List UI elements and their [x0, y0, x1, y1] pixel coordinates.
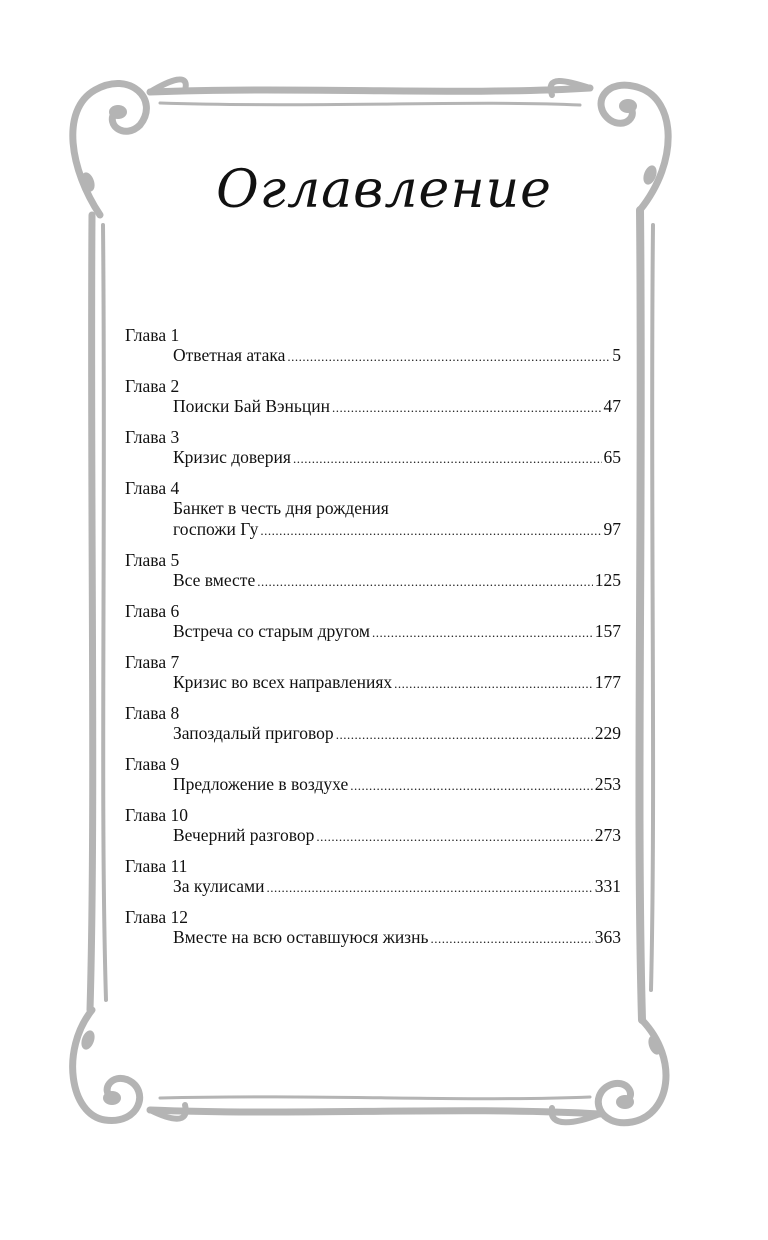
toc-chapter [125, 427, 621, 468]
chapter-title: Вечерний разговор [173, 825, 315, 845]
chapter-label: Глава 6 [125, 601, 180, 621]
dot-leader [287, 346, 610, 367]
chapter-title: За кулисами [173, 876, 265, 896]
toc-chapter [125, 754, 621, 795]
chapter-entry[interactable] [173, 825, 621, 846]
page-number: 253 [594, 774, 621, 794]
chapter-label: Глава 12 [125, 907, 188, 927]
chapter-label: Глава 4 [125, 478, 180, 498]
chapter-label: Глава 8 [125, 703, 180, 723]
page-number: 157 [594, 621, 621, 641]
toc-chapter [125, 703, 621, 744]
chapter-label: Глава 10 [125, 805, 188, 825]
page-number: 273 [594, 825, 621, 845]
chapter-entry[interactable] [173, 396, 621, 417]
page-number: 97 [603, 519, 621, 539]
dot-leader [316, 826, 592, 847]
page-number: 47 [603, 396, 621, 416]
chapter-entry[interactable] [173, 621, 621, 642]
chapter-label: Глава 7 [125, 652, 180, 672]
chapter-entry[interactable] [173, 345, 621, 366]
page-number: 5 [612, 345, 621, 365]
toc-chapter [125, 478, 621, 540]
page-number: 363 [594, 927, 621, 947]
chapter-label: Глава 1 [125, 325, 180, 345]
dot-leader [266, 877, 592, 898]
chapter-entry[interactable] [173, 672, 621, 693]
chapter-title: Кризис во всех направлениях [173, 672, 393, 692]
chapter-title: Банкет в честь дня рождения [173, 498, 389, 518]
chapter-entry[interactable] [173, 774, 621, 795]
chapter-title: Все вместе [173, 570, 256, 590]
page-number: 331 [594, 876, 621, 896]
toc-chapter [125, 325, 621, 366]
chapter-title: Предложение в воздухе [173, 774, 349, 794]
chapter-title: Кризис доверия [173, 447, 291, 467]
toc-chapter [125, 856, 621, 897]
chapter-entry[interactable] [173, 498, 621, 540]
toc-chapter [125, 805, 621, 846]
chapter-entry[interactable] [173, 447, 621, 468]
chapter-label: Глава 3 [125, 427, 180, 447]
table-of-contents [125, 325, 621, 958]
dot-leader [350, 775, 593, 796]
page-number: 125 [594, 570, 621, 590]
page-number: 177 [594, 672, 621, 692]
toc-chapter [125, 550, 621, 591]
chapter-label: Глава 11 [125, 856, 188, 876]
dot-leader [336, 724, 593, 745]
dot-leader [372, 622, 593, 643]
chapter-title: Встреча со старым другом [173, 621, 370, 641]
dot-leader [394, 673, 593, 694]
page-title: Оглавление [216, 160, 552, 220]
toc-chapter [125, 376, 621, 417]
toc-chapter [125, 601, 621, 642]
toc-chapter [125, 652, 621, 693]
dot-leader [430, 928, 592, 949]
chapter-entry[interactable] [173, 876, 621, 897]
chapter-label: Глава 9 [125, 754, 180, 774]
dot-leader [257, 571, 593, 592]
dot-leader [332, 397, 602, 418]
chapter-entry[interactable] [173, 723, 621, 744]
page-number: 65 [603, 447, 621, 467]
chapter-entry[interactable] [173, 927, 621, 948]
chapter-title: госпожи Гу [173, 519, 259, 539]
chapter-title: Поиски Бай Вэньцин [173, 396, 330, 416]
chapter-label: Глава 5 [125, 550, 180, 570]
chapter-title: Вместе на всю оставшуюся жизнь [173, 927, 429, 947]
page-number: 229 [594, 723, 621, 743]
dot-leader [293, 448, 602, 469]
dot-leader [260, 520, 601, 541]
toc-chapter [125, 907, 621, 948]
chapter-entry[interactable] [173, 570, 621, 591]
chapter-label: Глава 2 [125, 376, 180, 396]
chapter-title: Ответная атака [173, 345, 286, 365]
chapter-title: Запоздалый приговор [173, 723, 334, 743]
